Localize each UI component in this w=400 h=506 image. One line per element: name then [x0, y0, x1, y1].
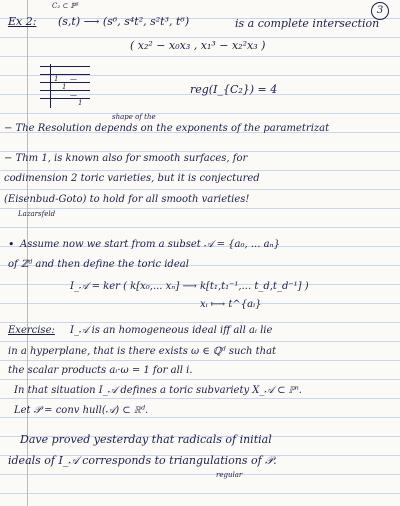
ex2-claim: is a complete intersection	[235, 17, 380, 30]
table-entry: 1	[54, 75, 59, 83]
table-entry: —	[70, 75, 77, 83]
insert-regular: regular	[216, 471, 243, 479]
resolution-line-1: − The Resolution depends on the exponents of the parametrizat	[4, 123, 330, 134]
table-rule	[40, 98, 90, 99]
table-entry: 1	[62, 83, 67, 91]
toric-ideal-map: xᵢ ⟼ t^{aᵢ}	[200, 299, 262, 310]
betti-table-sketch	[40, 66, 100, 106]
bullet: •	[8, 238, 15, 251]
table-rule	[40, 74, 90, 75]
toric-ideal-definition: I_𝒜 = ker ( k[x₀,... xₙ] ⟶ k[t₁,t₁⁻¹,... t_d,t_d⁻¹] )	[70, 281, 309, 292]
dave-line-1: Dave proved yesterday that radicals of initial	[20, 433, 272, 446]
ex2-superscript: C₂ ⊂ ℙ³	[52, 2, 79, 10]
resolution-line-3: codimension 2 toric varieties, but it is conjectured	[4, 173, 260, 184]
assume-line-1: Assume now we start from a subset 𝒜 = {a₀, ... aₙ}	[20, 239, 280, 250]
dave-line-2: ideals of I_𝒜 corresponds to triangulations of 𝒫.	[8, 454, 277, 467]
table-rule	[40, 66, 90, 67]
assume-line-2: of ℤᵈ and then define the toric ideal	[8, 259, 189, 270]
ex2-label: Ex 2:	[8, 15, 37, 28]
table-entry: 1	[78, 99, 83, 107]
table-vertical-rule	[50, 64, 51, 108]
regularity: reg(I_{C₂}) = 4	[190, 83, 278, 96]
exercise-label: Exercise:	[8, 325, 55, 336]
ex2-equations: ( x₂² − x₀x₃ , x₁³ − x₂²x₃ )	[130, 39, 266, 52]
page-number: 3	[371, 2, 389, 20]
resolution-line-2: − Thm 1, is known also for smooth surfaces, for	[4, 153, 248, 164]
exercise-line-5: Let 𝒫 = conv hull(𝒜) ⊂ ℝᵈ.	[14, 405, 149, 416]
lazarsfeld-note: Lazarsfeld	[18, 210, 56, 218]
table-entry: —	[70, 91, 77, 99]
exercise-line-4: In that situation I_𝒜 defines a toric subvariety X_𝒜 ⊂ ℙⁿ.	[14, 385, 302, 396]
exercise-line-2: in a hyperplane, that is there exists ω ∈ ℚᵈ such that	[8, 346, 277, 357]
exercise-line-1: I_𝒜 is an homogeneous ideal iff all aᵢ lie	[70, 325, 273, 336]
resolution-line-4: (Eisenbud-Goto) to hold for all smooth varieties!	[4, 194, 250, 205]
ex2-mapping: (s,t) ⟶ (s⁶, s⁴t², s²t³, t⁶)	[58, 15, 190, 28]
insert-shape-of-the: shape of the	[112, 113, 156, 121]
exercise-line-3: the scalar products aᵢ·ω = 1 for all i.	[8, 365, 193, 376]
